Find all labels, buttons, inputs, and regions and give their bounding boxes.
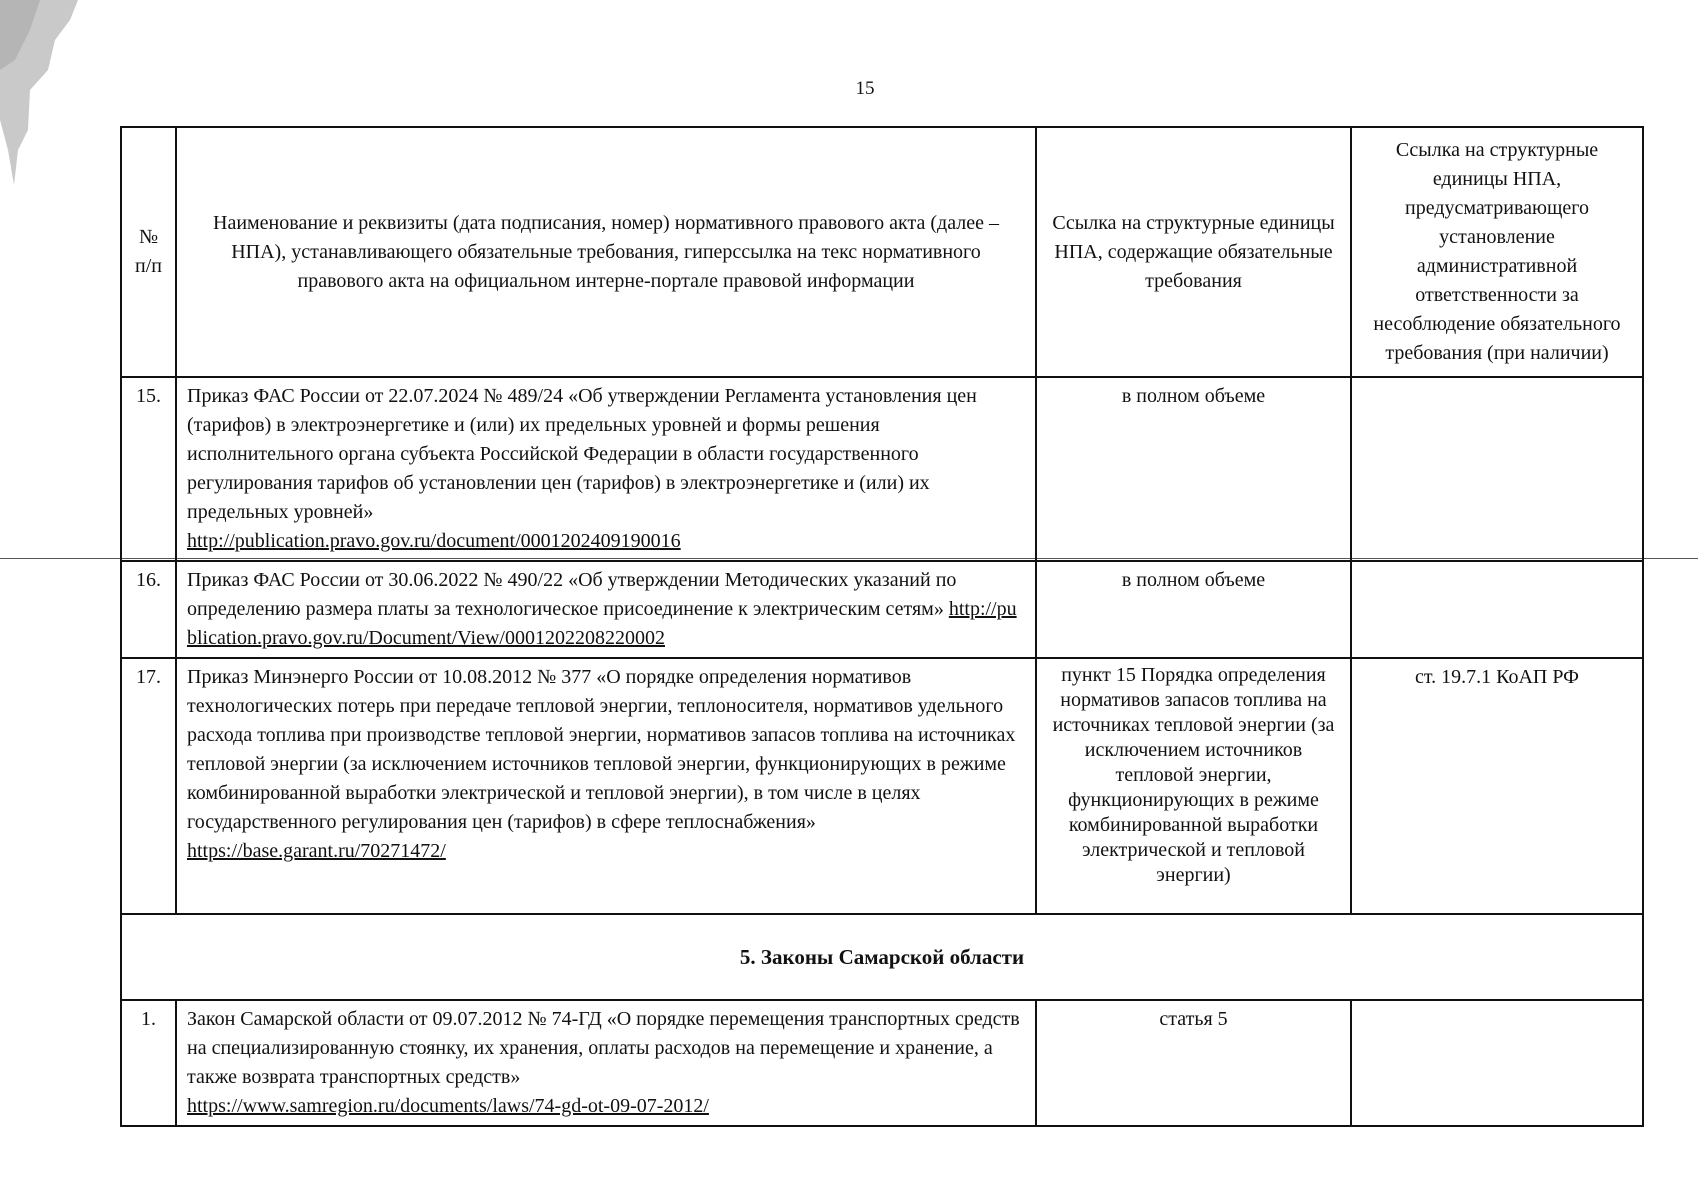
table-row	[121, 377, 1643, 561]
row-requirements: в полном объеме	[1036, 561, 1351, 658]
row-administrative	[1351, 377, 1643, 561]
npa-link[interactable]: https://base.garant.ru/70271472/	[187, 840, 446, 862]
table-row	[121, 658, 1643, 914]
header-administrative: Ссылка на структурные единицы НПА, предусматривающего установление административной ответственности за несоблюдение обязательного требования (при наличии)	[1351, 127, 1643, 377]
row-requirements: статья 5	[1036, 1000, 1351, 1126]
row-administrative	[1351, 1000, 1643, 1126]
page-number: 15	[855, 78, 875, 99]
row-name	[176, 561, 1036, 658]
header-num: № п/п	[121, 127, 176, 377]
npa-title: Приказ ФАС России от 22.07.2024 № 489/24 «Об утверждении Регламента установления цен (тарифов) в электроэнергетике и (или) их предельных уровней и формы решения исполнительного органа субъекта Российской Федерации в области государственного регулирования тарифов об установлении цен (тарифов) в электроэнергетике и (или) их предельных уровней»	[187, 385, 977, 523]
row-name	[176, 1000, 1036, 1126]
row-num: 16.	[121, 561, 176, 658]
npa-link[interactable]: http://publication.pravo.gov.ru/Document/View/0001202208220002	[187, 598, 1017, 649]
section-title: 5. Законы Самарской области	[121, 914, 1643, 1000]
npa-title: Приказ ФАС России от 30.06.2022 № 490/22 «Об утверждении Методических указаний по определению размера платы за технологическое присоединение к электрическим сетям»	[187, 569, 957, 620]
header-requirements: Ссылка на структурные единицы НПА, содержащие обязательные требования	[1036, 127, 1351, 377]
table-header-row	[121, 127, 1643, 377]
row-name	[176, 658, 1036, 914]
row-num: 15.	[121, 377, 176, 561]
npa-link[interactable]: https://www.samregion.ru/documents/laws/74-gd-ot-09-07-2012/	[187, 1095, 709, 1117]
table-row	[121, 1000, 1643, 1126]
row-administrative	[1351, 561, 1643, 658]
row-num: 17.	[121, 658, 176, 914]
row-administrative: ст. 19.7.1 КоАП РФ	[1351, 658, 1643, 914]
row-requirements: пункт 15 Порядка определения нормативов запасов топлива на источниках тепловой энергии (за исключением источников тепловой энергии, функционирующих в режиме комбинированной выработки электрической и тепловой энергии)	[1036, 658, 1351, 914]
npa-title: Закон Самарской области от 09.07.2012 № 74-ГД «О порядке перемещения транспортных средств на специализированную стоянку, их хранения, оплаты расходов на перемещение и хранение, а также возврата транспортных средств»	[187, 1008, 1020, 1088]
row-num: 1.	[121, 1000, 176, 1126]
row-name	[176, 377, 1036, 561]
table-row	[121, 561, 1643, 658]
npa-table	[120, 126, 1644, 1127]
header-name: Наименование и реквизиты (дата подписания, номер) нормативного правового акта (далее – НПА), устанавливающего обязательные требования, гиперссылка на текс нормативного правового акта на официальном интерне-портале правовой информации	[176, 127, 1036, 377]
section-row	[121, 914, 1643, 1000]
npa-title: Приказ Минэнерго России от 10.08.2012 № 377 «О порядке определения нормативов технологических потерь при передаче тепловой энергии, теплоносителя, нормативов удельного расхода топлива при производстве тепловой энергии, нормативов запасов топлива на источниках тепловой энергии (за исключением источников тепловой энергии, функционирующих в режиме комбинированной выработки электрической и тепловой энергии), в том числе в целях государственного регулирования цен (тарифов) в сфере теплоснабжения»	[187, 666, 1016, 833]
row-requirements: в полном объеме	[1036, 377, 1351, 561]
npa-link[interactable]: http://publication.pravo.gov.ru/document/0001202409190016	[187, 530, 681, 552]
